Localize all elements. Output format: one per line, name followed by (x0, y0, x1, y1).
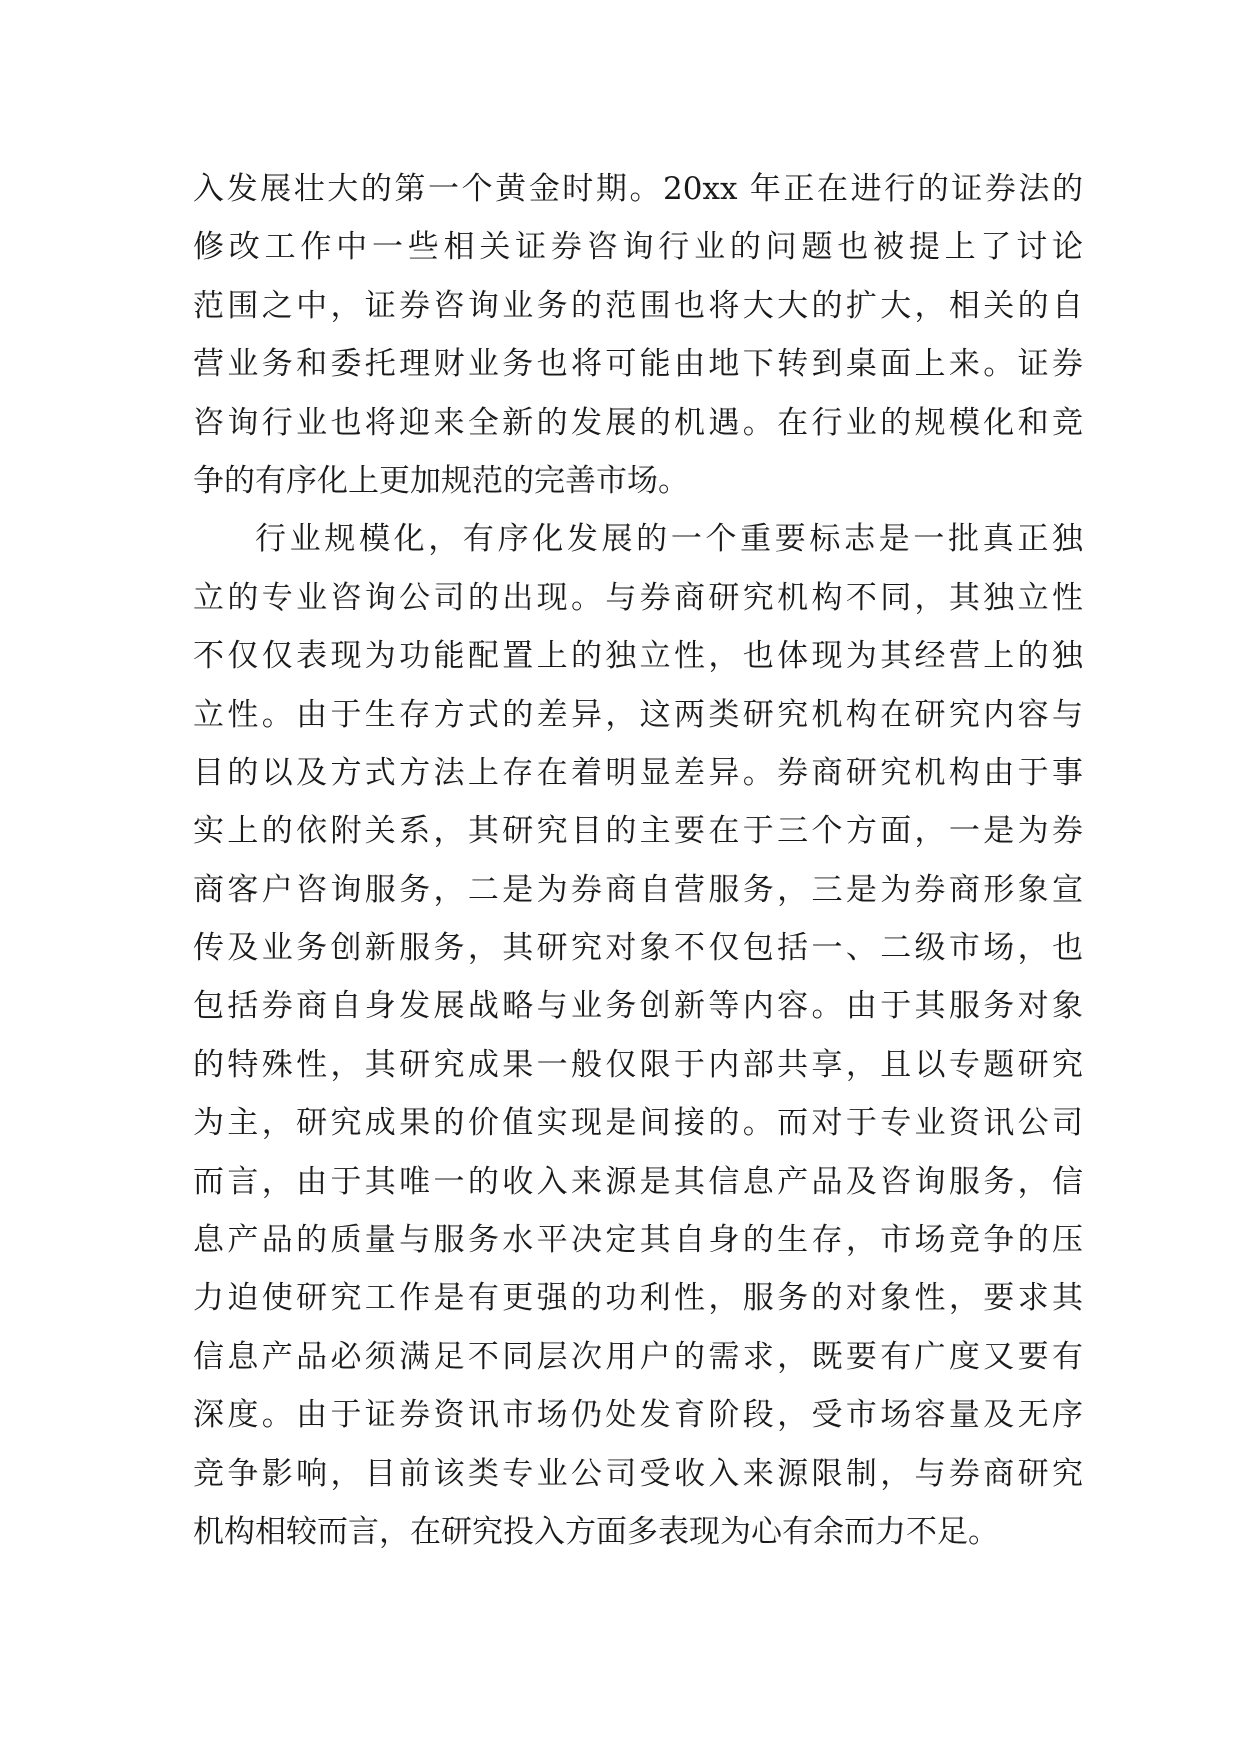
text-line: 入发展壮大的第一个黄金时期。20xx 年正在进行的证券法的 (193, 171, 1083, 207)
text-line: 信息产品必须满足不同层次用户的需求，既要有广度又要有 (193, 1338, 1083, 1375)
text-line: 的特殊性，其研究成果一般仅限于内部共享，且以专题研究 (193, 1046, 1083, 1083)
text-line: 行业规模化，有序化发展的一个重要标志是一批真正独 (255, 521, 1083, 558)
text-line: 立的专业咨询公司的出现。与券商研究机构不同，其独立性 (193, 579, 1083, 616)
text-line: 竞争影响，目前该类专业公司受收入来源限制，与券商研究 (193, 1455, 1083, 1492)
text-line: 为主，研究成果的价值实现是间接的。而对于专业资讯公司 (193, 1105, 1083, 1142)
text-line: 息产品的质量与服务水平决定其自身的生存，市场竞争的压 (193, 1222, 1083, 1259)
text-line: 范围之中，证券咨询业务的范围也将大大的扩大，相关的自 (193, 287, 1083, 324)
text-line: 咨询行业也将迎来全新的发展的机遇。在行业的规模化和竞 (193, 404, 1083, 441)
text-line: 包括券商自身发展战略与业务创新等内容。由于其服务对象 (193, 988, 1083, 1025)
paragraph-2 (193, 510, 1083, 1561)
text-line: 传及业务创新服务，其研究对象不仅包括一、二级市场，也 (193, 930, 1083, 967)
text-line: 机构相较而言，在研究投入方面多表现为心有余而力不足。 (193, 1513, 999, 1550)
text-line: 修改工作中一些相关证券咨询行业的问题也被提上了讨论 (193, 229, 1083, 266)
text-line: 商客户咨询服务，二是为券商自营服务，三是为券商形象宣 (193, 871, 1083, 908)
text-line: 深度。由于证券资讯市场仍处发育阶段，受市场容量及无序 (193, 1397, 1083, 1434)
text-line: 争的有序化上更加规范的完善市场。 (193, 462, 689, 499)
text-line: 而言，由于其唯一的收入来源是其信息产品及咨询服务，信 (193, 1163, 1083, 1200)
text-line: 目的以及方式方法上存在着明显差异。券商研究机构由于事 (193, 754, 1083, 791)
text-line: 不仅仅表现为功能配置上的独立性，也体现为其经营上的独 (193, 638, 1083, 675)
text-line: 立性。由于生存方式的差异，这两类研究机构在研究内容与 (193, 696, 1083, 733)
paragraph-1 (193, 160, 1083, 510)
text-line: 力迫使研究工作是有更强的功利性，服务的对象性，要求其 (193, 1280, 1083, 1317)
text-line: 实上的依附关系，其研究目的主要在于三个方面，一是为券 (193, 813, 1083, 850)
text-line: 营业务和委托理财业务也将可能由地下转到桌面上来。证券 (193, 346, 1083, 383)
body-text (193, 160, 1083, 1561)
